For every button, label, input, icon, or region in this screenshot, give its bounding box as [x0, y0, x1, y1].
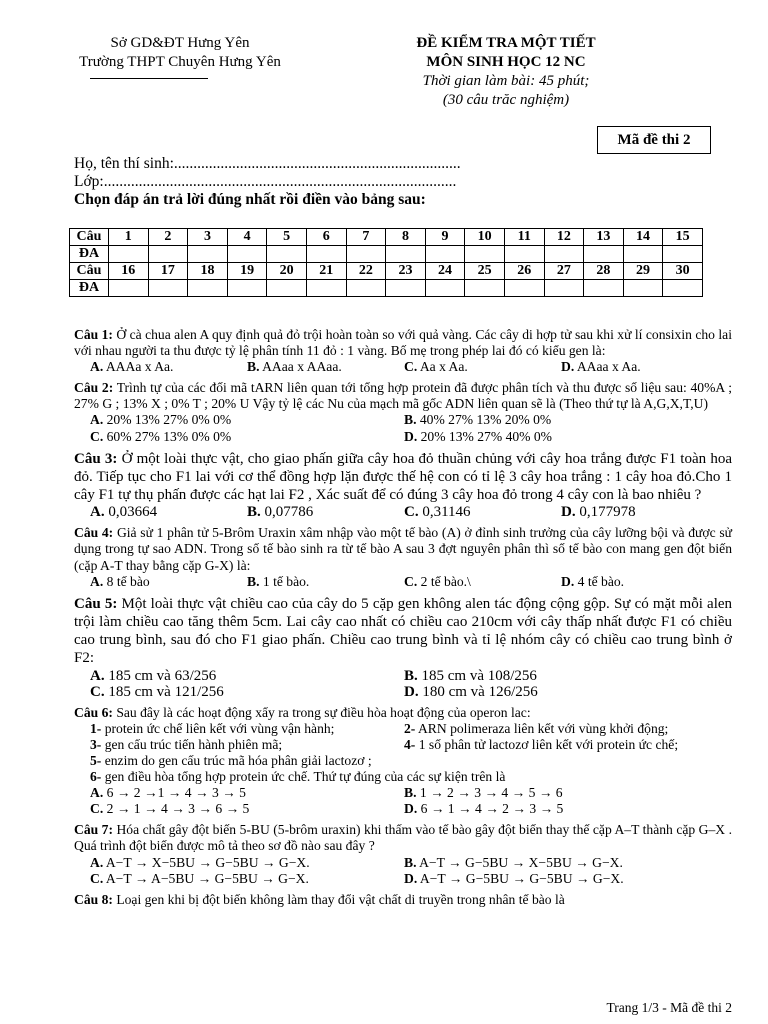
- option-text: 20% 13% 27% 40% 0%: [417, 428, 553, 444]
- option-letter: C.: [404, 573, 418, 589]
- question-label: Câu 4:: [74, 525, 114, 541]
- option-text: A−T → A−5BU → G−5BU → G−X.: [103, 870, 309, 886]
- question-text: [74, 450, 732, 505]
- option-text: 1 tế bào.: [259, 573, 310, 589]
- answer-options: [74, 412, 732, 444]
- event-number: 5-: [90, 753, 102, 769]
- question-number-cell: 11: [504, 229, 544, 246]
- answer-options: [74, 855, 732, 887]
- option-letter: B.: [247, 359, 260, 375]
- answer-option-c[interactable]: [404, 359, 561, 375]
- instruction: Chọn đáp án trả lời đúng nhất rồi điền vào bảng sau:: [74, 191, 426, 208]
- row-header-cau: Câu: [70, 229, 109, 246]
- event-item: [90, 737, 404, 753]
- answer-options: [74, 668, 732, 700]
- answer-options: [74, 574, 732, 590]
- question-body: Hóa chất gây đột biến 5-BU (5-brôm uraxin) khi thấm vào tế bào gây đột biến thay thế cặp A–T thành cặp G–X . Quá trình đột biến được mô tả theo sơ đồ nào sau đây ?: [74, 822, 732, 854]
- answer-option-b[interactable]: [247, 359, 404, 375]
- exam-code-box: Mã đề thi 2: [597, 126, 711, 154]
- answer-cell[interactable]: [109, 280, 149, 297]
- question-number-cell: 4: [227, 229, 267, 246]
- answer-cell[interactable]: [188, 280, 228, 297]
- option-text: A−T → G−5BU → X−5BU → G−X.: [416, 854, 623, 870]
- option-text: 60% 27% 13% 0% 0%: [103, 428, 232, 444]
- answer-cell[interactable]: [663, 280, 703, 297]
- answer-option-a[interactable]: [90, 668, 404, 684]
- question-number-cell: 3: [188, 229, 228, 246]
- option-letter: D.: [561, 504, 576, 521]
- question-body: Ở một loài thực vật, cho giao phấn giữa cây hoa đỏ thuần chủng với cây hoa trắng được F1 toàn hoa đỏ. Tiếp tục cho F1 lai với cơ thể đồng hợp lặn được thế hệ con có tỉ lệ 3 cây hoa trắng : 1 cây hoa đỏ.Cho 1 cây F1 tự thụ phấn được các hạt lai F2 , Xác suất để có đúng 3 cây hoa đỏ trong 4 cây con là bao nhiêu ?: [74, 450, 732, 504]
- answer-option-b[interactable]: [247, 504, 404, 520]
- option-letter: D.: [561, 573, 575, 589]
- question-number-cell: 1: [109, 229, 149, 246]
- event-number: 2-: [404, 720, 416, 736]
- answer-cell[interactable]: [188, 246, 228, 263]
- event-item: [404, 721, 718, 737]
- answer-option-b[interactable]: [247, 574, 404, 590]
- question-text: [74, 525, 732, 573]
- answer-row: [70, 280, 703, 297]
- question-1: [74, 327, 732, 375]
- question-label: Câu 7:: [74, 822, 113, 838]
- exam-subject: MÔN SINH HỌC 12 NC: [426, 54, 586, 70]
- row-header-da: ĐA: [70, 246, 109, 263]
- option-letter: B.: [247, 504, 261, 521]
- option-text: 180 cm và 126/256: [418, 683, 538, 700]
- answer-cell[interactable]: [504, 280, 544, 297]
- answer-option-c[interactable]: [90, 429, 404, 445]
- question-number-cell: 21: [306, 263, 346, 280]
- answer-cell[interactable]: [465, 280, 505, 297]
- question-6: [74, 705, 732, 818]
- answer-cell[interactable]: [663, 246, 703, 263]
- answer-option-c[interactable]: [404, 574, 561, 590]
- event-list: [74, 721, 732, 785]
- answer-row: [70, 246, 703, 263]
- option-letter: D.: [404, 870, 418, 886]
- answer-cell[interactable]: [227, 246, 267, 263]
- option-text: AAaa x Aa.: [574, 359, 641, 375]
- question-body: Một loài thực vật chiều cao của cây do 5 cặp gen không alen tác động cộng gộp. Sự có mặt mỗi alen trội làm chiều cao tăng thêm 5cm. Lai cây cao nhất có chiều cao 210cm với cây thấp nhất được F1 có chiều cao trung bình, sau đó cho F1 giao phấn. Chiều cao trung bình và tỉ lệ nhóm cây có chiều cao trung bình ở F2:: [74, 595, 733, 667]
- answer-option-d[interactable]: [404, 429, 718, 445]
- option-text: 1 → 2 → 3 → 4 → 5 → 6: [416, 785, 563, 801]
- answer-cell[interactable]: [584, 280, 624, 297]
- answer-option-a[interactable]: [90, 855, 404, 871]
- option-letter: D.: [561, 359, 575, 375]
- option-letter: C.: [90, 801, 104, 817]
- event-number: 6-: [90, 769, 102, 785]
- question-number-cell: 30: [663, 263, 703, 280]
- option-letter: D.: [404, 428, 418, 444]
- option-text: 20% 13% 27% 0% 0%: [103, 412, 232, 428]
- question-number-cell: 15: [663, 229, 703, 246]
- option-letter: A.: [90, 854, 104, 870]
- option-letter: C.: [404, 359, 418, 375]
- question-number-cell: 10: [465, 229, 505, 246]
- answer-options: [74, 359, 732, 375]
- answer-option-b[interactable]: [404, 785, 718, 801]
- option-letter: A.: [90, 573, 104, 589]
- answer-cell[interactable]: [267, 280, 307, 297]
- option-text: A−T → X−5BU → G−5BU → G−X.: [103, 854, 310, 870]
- option-letter: B.: [404, 854, 417, 870]
- event-item: [90, 753, 730, 769]
- option-letter: B.: [404, 412, 417, 428]
- question-body: Ở cà chua alen A quy định quả đỏ trội hoàn toàn so với quả vàng. Các cây di hợp tử sau khi xử lí consixin cho lai với nhau người ta thu được tỷ lệ phân tính 11 đỏ : 1 vàng. Bố mẹ trong phép lai đó có kiểu gen là:: [74, 327, 732, 359]
- question-8: [74, 892, 732, 908]
- event-number: 3-: [90, 736, 102, 752]
- question-label: Câu 3:: [74, 450, 118, 467]
- question-number-cell: 24: [425, 263, 465, 280]
- student-class-line: Lớp:...........................................................................................: [74, 173, 457, 190]
- answer-option-b[interactable]: [404, 855, 718, 871]
- question-number-cell: 2: [148, 229, 188, 246]
- option-text: A−T → G−5BU → G−5BU → G−X.: [417, 870, 624, 886]
- answer-option-a[interactable]: [90, 574, 247, 590]
- option-text: AAAa x Aa.: [103, 359, 174, 375]
- answer-cell[interactable]: [346, 246, 386, 263]
- answer-cell[interactable]: [623, 280, 663, 297]
- event-text: gen cấu trúc tiến hành phiên mã;: [101, 736, 283, 752]
- answer-cell[interactable]: [623, 246, 663, 263]
- question-number-cell: 5: [267, 229, 307, 246]
- answer-option-b[interactable]: [404, 412, 718, 428]
- option-text: 0,03664: [104, 504, 158, 521]
- question-text: [74, 327, 732, 359]
- option-letter: B.: [247, 573, 260, 589]
- question-text: [74, 892, 732, 908]
- answer-cell[interactable]: [227, 280, 267, 297]
- event-text: protein ức chế liên kết với vùng vận hành;: [101, 720, 335, 736]
- answer-option-c[interactable]: [90, 871, 404, 887]
- question-7: [74, 822, 732, 886]
- question-body: Sau đây là các hoạt động xẩy ra trong sự điều hòa hoạt động của operon lac:: [116, 704, 531, 720]
- question-body: Loại gen khi bị đột biến không làm thay đổi vật chất di truyền trong nhân tế bào là: [116, 891, 565, 907]
- event-text: 1 số phân tử lactozơ liên kết với protein ức chế;: [415, 736, 679, 752]
- answer-option-d[interactable]: [404, 871, 718, 887]
- answer-option-a[interactable]: [90, 359, 247, 375]
- question-number-cell: 8: [386, 229, 426, 246]
- question-number-cell: 16: [109, 263, 149, 280]
- question-4: [74, 525, 732, 589]
- event-text: enzim do gen cấu trúc mã hóa phân giải lactozơ ;: [101, 753, 372, 769]
- exam-title: ĐỀ KIỂM TRA MỘT TIẾT: [416, 35, 596, 51]
- question-number-cell: 22: [346, 263, 386, 280]
- answer-cell[interactable]: [386, 280, 426, 297]
- answer-cell[interactable]: [306, 246, 346, 263]
- event-number: 1-: [90, 720, 102, 736]
- answer-option-a[interactable]: [90, 785, 404, 801]
- option-text: AAaa x AAaa.: [259, 359, 342, 375]
- answer-option-a[interactable]: [90, 504, 247, 520]
- question-5: [74, 595, 732, 700]
- event-item: [90, 769, 730, 785]
- answer-table: [69, 228, 703, 297]
- answer-option-d[interactable]: [561, 504, 718, 520]
- question-text: [74, 380, 732, 412]
- question-body: Giả sử 1 phân tử 5-Brôm Uraxin xâm nhập vào một tế bào (A) ở đỉnh sinh trưởng của cây lưỡng bội và được sử dụng trong tự sao ADN. Trong số tế bào sinh ra từ tế bào A sau 3 đợt nguyên phân thì số tế bào con mang gen đột biến (cặp A-T thay bằng cặp G-X) là:: [74, 525, 732, 573]
- answer-cell[interactable]: [425, 280, 465, 297]
- answer-options: [74, 504, 732, 520]
- question-number-cell: 7: [346, 229, 386, 246]
- option-text: Aa x Aa.: [417, 359, 468, 375]
- question-label: Câu 2:: [74, 380, 114, 396]
- answer-option-b[interactable]: [404, 668, 718, 684]
- option-text: 6 → 2 →1 → 4 → 3 → 5: [103, 785, 246, 801]
- answer-cell[interactable]: [465, 246, 505, 263]
- answer-cell[interactable]: [148, 280, 188, 297]
- question-label: Câu 8:: [74, 891, 113, 907]
- header-underline: [90, 78, 208, 79]
- answer-cell[interactable]: [306, 280, 346, 297]
- answer-cell[interactable]: [109, 246, 149, 263]
- question-label: Câu 1:: [74, 327, 113, 342]
- exam-time: Thời gian làm bài: 45 phút;: [422, 73, 590, 89]
- option-text: 40% 27% 13% 20% 0%: [416, 412, 552, 428]
- option-letter: C.: [90, 428, 104, 444]
- event-number: 4-: [404, 736, 416, 752]
- question-3: [74, 450, 732, 521]
- answer-option-a[interactable]: [90, 412, 404, 428]
- event-item: [404, 737, 718, 753]
- option-letter: C.: [404, 504, 419, 521]
- option-letter: A.: [90, 785, 104, 801]
- question-number-cell: 27: [544, 263, 584, 280]
- page-footer: Trang 1/3 - Mã đề thi 2: [606, 1000, 732, 1015]
- question-number-cell: 19: [227, 263, 267, 280]
- question-count: (30 câu trăc nghiệm): [442, 92, 570, 108]
- question-number-cell: 6: [306, 229, 346, 246]
- option-text: 2 → 1 → 4 → 3 → 6 → 5: [103, 801, 250, 817]
- question-number-cell: 25: [465, 263, 505, 280]
- question-text: [74, 595, 732, 668]
- answer-option-d[interactable]: [561, 359, 718, 375]
- answer-options: [74, 785, 732, 817]
- option-text: 0,177978: [575, 504, 636, 521]
- option-text: 185 cm và 63/256: [104, 667, 217, 684]
- student-name-line: Họ, tên thí sinh:..........................................................................: [74, 155, 461, 172]
- answer-cell[interactable]: [425, 246, 465, 263]
- question-number-cell: 20: [267, 263, 307, 280]
- question-label: Câu 5:: [74, 595, 118, 612]
- option-letter: C.: [90, 870, 104, 886]
- question-body: Trình tự của các đối mã tARN liên quan tới tổng hợp protein đã được phân tích và thu được số liệu sau: 40%A ; 27% G ; 13% X ; 0% T ; 20% U Vậy tỷ lệ các Nu của mạch mã gốc ADN liên quan sẽ là (Theo thứ tự là A,G,X,T,U): [74, 380, 732, 412]
- question-number-cell: 23: [386, 263, 426, 280]
- question-number-cell: 18: [188, 263, 228, 280]
- question-number-cell: 13: [584, 229, 624, 246]
- answer-cell[interactable]: [386, 246, 426, 263]
- option-text: 4 tế bào.: [574, 573, 625, 589]
- answer-option-c[interactable]: [90, 801, 404, 817]
- school-name: Trường THPT Chuyên Hưng Yên: [79, 54, 281, 70]
- answer-cell[interactable]: [346, 280, 386, 297]
- question-number-cell: 17: [148, 263, 188, 280]
- option-text: 0,07786: [260, 504, 314, 521]
- answer-cell[interactable]: [584, 246, 624, 263]
- answer-option-c[interactable]: [404, 504, 561, 520]
- option-text: 0,31146: [418, 504, 471, 521]
- school-header: [60, 34, 300, 79]
- student-info: [74, 155, 461, 209]
- option-letter: D.: [404, 801, 418, 817]
- option-letter: A.: [90, 504, 105, 521]
- option-letter: A.: [90, 412, 104, 428]
- row-header-da: ĐA: [70, 280, 109, 297]
- answer-cell[interactable]: [544, 280, 584, 297]
- answer-option-c[interactable]: [90, 684, 404, 700]
- answer-cell[interactable]: [504, 246, 544, 263]
- row-header-cau: Câu: [70, 263, 109, 280]
- department-name: Sở GD&ĐT Hưng Yên: [110, 35, 250, 51]
- option-letter: A.: [90, 359, 104, 375]
- answer-table-row: [70, 229, 703, 246]
- option-text: 2 tế bào.\: [417, 573, 471, 589]
- option-letter: B.: [404, 785, 417, 801]
- question-number-cell: 12: [544, 229, 584, 246]
- answer-option-d[interactable]: [404, 684, 718, 700]
- option-letter: D.: [404, 683, 419, 700]
- exam-header: [370, 34, 642, 110]
- option-text: 185 cm và 108/256: [417, 667, 537, 684]
- question-list: [74, 322, 732, 908]
- answer-option-d[interactable]: [404, 801, 718, 817]
- option-text: 185 cm và 121/256: [104, 683, 224, 700]
- question-text: [74, 822, 732, 854]
- event-text: ARN polimeraza liên kết với vùng khởi động;: [415, 720, 669, 736]
- question-label: Câu 6:: [74, 704, 113, 720]
- event-text: gen điều hòa tổng hợp protein ức chế. Thứ tự đúng của các sự kiện trên là: [101, 769, 506, 785]
- option-letter: A.: [90, 667, 105, 684]
- question-text: [74, 705, 732, 721]
- option-text: 8 tế bào: [103, 573, 150, 589]
- answer-cell[interactable]: [267, 246, 307, 263]
- option-letter: C.: [90, 683, 105, 700]
- question-number-cell: 29: [623, 263, 663, 280]
- answer-cell[interactable]: [148, 246, 188, 263]
- answer-table-row: [70, 263, 703, 280]
- answer-cell[interactable]: [544, 246, 584, 263]
- question-number-cell: 28: [584, 263, 624, 280]
- question-number-cell: 14: [623, 229, 663, 246]
- event-item: [90, 721, 404, 737]
- question-number-cell: 9: [425, 229, 465, 246]
- question-number-cell: 26: [504, 263, 544, 280]
- answer-option-d[interactable]: [561, 574, 718, 590]
- option-text: 6 → 1 → 4 → 2 → 3 → 5: [417, 801, 564, 817]
- question-2: [74, 380, 732, 444]
- option-letter: B.: [404, 667, 418, 684]
